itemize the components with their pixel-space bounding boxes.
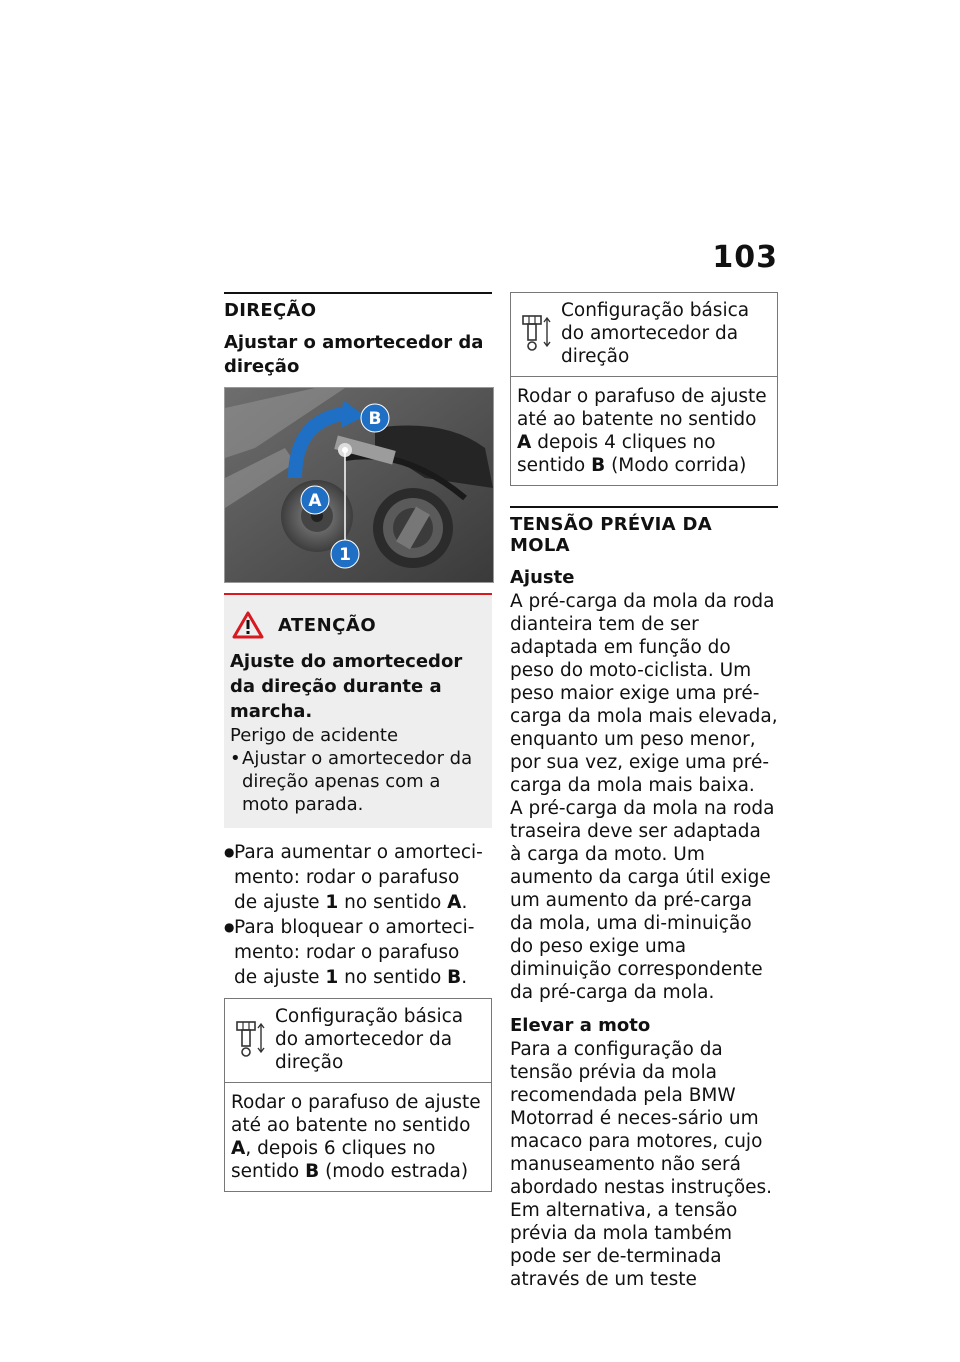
warning-title: ATENÇÃO xyxy=(278,614,377,636)
warning-triangle-icon xyxy=(232,611,264,639)
step-text: Para bloquear o amorteci-mento: rodar o parafuso de ajuste 1 no sentido B. xyxy=(234,917,475,988)
paragraph: Em alternativa, a tensão prévia da mola também pode ser de-terminada através de um teste xyxy=(510,1200,738,1290)
bullet-icon: ● xyxy=(224,920,235,934)
list-item xyxy=(224,840,492,915)
section-title-spring-preload: TENSÃO PRÉVIA DA MOLA xyxy=(510,514,712,556)
warning-heading: Ajuste do amortecedor da direção durante a marcha. xyxy=(230,651,463,722)
basic-setting-box-road xyxy=(224,998,492,1192)
setting-box-text: Rodar o parafuso de ajuste até ao batente no sentido A depois 4 cliques no sentido B (Modo corrida) xyxy=(517,386,767,476)
callout-a: A xyxy=(308,491,322,511)
list-item xyxy=(224,915,492,990)
page-number: 103 xyxy=(712,240,778,275)
basic-setting-box-race xyxy=(510,292,778,486)
right-column xyxy=(510,292,778,1291)
setting-box-title: Configuração básica do amortecedor da direção xyxy=(275,1006,464,1073)
setting-box-text: Rodar o parafuso de ajuste até ao batente no sentido A, depois 6 cliques no sentido B (modo estrada) xyxy=(231,1092,481,1182)
warning-header xyxy=(232,611,486,639)
bullet-icon: • xyxy=(230,748,241,769)
bullet-icon: ● xyxy=(224,845,235,859)
damper-setting-icon xyxy=(517,312,557,356)
warning-box xyxy=(224,593,492,828)
step-text: Para aumentar o amorteci-mento: rodar o parafuso de ajuste 1 no sentido A. xyxy=(234,842,483,913)
section-title-steering: DIREÇÃO xyxy=(224,300,317,321)
subhead-elevar: Elevar a moto xyxy=(510,1015,651,1036)
section-rule xyxy=(224,292,492,294)
callout-1: 1 xyxy=(339,545,351,565)
step-list xyxy=(224,840,492,990)
steering-damper-photo xyxy=(224,387,494,583)
setting-box-title: Configuração básica do amortecedor da direção xyxy=(561,300,750,367)
subhead-ajuste: Ajuste xyxy=(510,567,575,588)
damper-setting-icon xyxy=(231,1018,271,1062)
photo-illustration xyxy=(225,388,493,582)
left-column xyxy=(224,292,492,1192)
warning-bullet xyxy=(230,747,486,816)
paragraph: A pré-carga da mola da roda dianteira tem de ser adaptada em função do peso do moto-ciclista. Um peso maior exige uma pré-carga da mola mais elevada, enquanto um peso menor, por sua vez, exige uma pré-carga da mola mais baixa. xyxy=(510,591,778,796)
warning-text: Perigo de acidente xyxy=(230,725,399,746)
callout-b: B xyxy=(368,409,382,429)
setting-box-header xyxy=(225,999,491,1083)
paragraph: Para a configuração da tensão prévia da mola recomendada pela BMW Motorrad é neces-sário um macaco para motores, cujo manuseamento não será abordado nestas instruções. xyxy=(510,1039,773,1198)
subsection-title: Ajustar o amortecedor da direção xyxy=(224,332,484,377)
setting-box-header xyxy=(511,293,777,377)
warning-bullet-text: Ajustar o amortecedor da direção apenas com a moto parada. xyxy=(242,748,473,815)
section-rule xyxy=(510,506,778,508)
paragraph: A pré-carga da mola na roda traseira deve ser adaptada à carga da moto. Um aumento da carga útil exige um aumento da pré-carga da mola, uma di-minuição do peso exige uma diminuição correspondente da pré-carga da mola. xyxy=(510,798,775,1003)
